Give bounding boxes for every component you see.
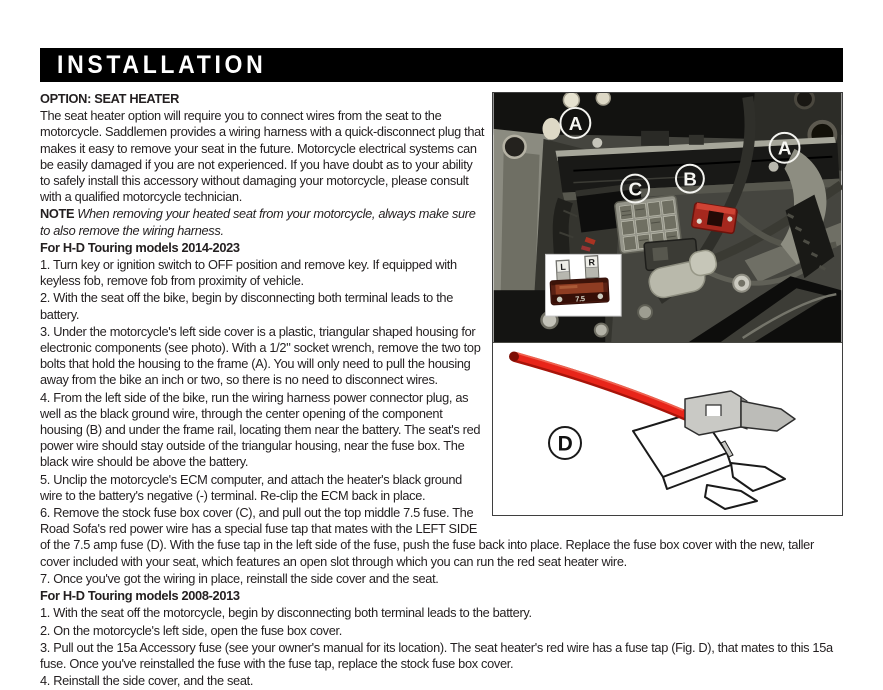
fuse-left-blade-label: L bbox=[560, 261, 566, 272]
frame-bolt bbox=[596, 93, 610, 105]
installation-photo bbox=[493, 93, 842, 343]
fuse-amperage-label: 7.5 bbox=[575, 294, 585, 304]
step: 1. With the seat off the motorcycle, begin by disconnecting both terminal leads to the battery. bbox=[40, 605, 532, 621]
intro-paragraph: The seat heater option will require you to connect wires from the seat to the motorcycle. Saddlemen provides a wiring harness with a quick-disconnect plug that makes it easy to remove your seat in the future. Motorcycle electrical systems can be easily damaged if you are not experienced. If you have doubt as to your ability to safely install this accessory without damaging your motorcycle, please consult with a qualified motorcycle technician. bbox=[40, 108, 485, 205]
fuse-tap-diagram bbox=[493, 343, 842, 515]
section-2008-heading: For H-D Touring models 2008-2013 bbox=[40, 588, 240, 604]
svg-text:B: B bbox=[683, 169, 697, 191]
svg-text:A: A bbox=[777, 138, 792, 160]
step: 3. Under the motorcycle's left side cover is a plastic, triangular shaped housing for electronic components (see photo). With a 1/2" socket wrench, remove the two top bolts that hold the housing to the frame (A). You will only need to pull the housing away from the bike an inch or two, so there is no need to disconnect wires. bbox=[40, 323, 481, 388]
note-label: NOTE bbox=[40, 206, 75, 222]
page-title: INSTALLATION bbox=[57, 50, 267, 79]
fuse-right-blade-label: R bbox=[588, 257, 595, 268]
instructions-body bbox=[40, 91, 843, 689]
svg-text:D: D bbox=[557, 432, 573, 456]
fuse-inset bbox=[545, 254, 621, 316]
section-title-bar bbox=[40, 48, 843, 82]
step: 2. With the seat off the bike, begin by disconnecting both terminal leads to the battery. bbox=[40, 290, 453, 322]
frame-bolt bbox=[563, 93, 579, 108]
step: 4. From the left side of the bike, run the wiring harness power connector plug, as well as the black ground wire, through the center opening of the component housing (B) and under the frame rail, locating them near the battery. The seat's red power wire should stay outside of the triangular housing, near the fuse box. The black wire should be above the battery. bbox=[40, 389, 481, 470]
step: 1. Turn key or ignition switch to OFF position and remove key. If equipped with keyless fob, remove fob from proximity of vehicle. bbox=[40, 257, 457, 289]
option-heading: OPTION: SEAT HEATER bbox=[40, 91, 180, 106]
step: 6. Remove the stock fuse box cover (C), and pull out the top middle 7.5 fuse. The Road Sofa's red power wire has a special fuse tap that mates with the LEFT SIDE of the 7.5 amp fuse (D). With the fuse tap in the left side of the fuse, push the fuse back into place. Replace the fuse box cover with the new, taller cover included with your seat, which features an open slot through which you can run the red seat heater wire. bbox=[40, 505, 814, 569]
step: 3. Pull out the 15a Accessory fuse (see your owner's manual for its location). The seat heater's red wire has a fuse tap (Fig. D), that mates to this 15a fuse. Once you've reinstalled the fuse with the fuse tap, replace the stock fuse box cover. bbox=[40, 639, 833, 671]
section-2014-heading: For H-D Touring models 2014-2023 bbox=[40, 239, 240, 255]
note-text: When removing your heated seat from your motorcycle, always make sure to also remove the wiring harness. bbox=[40, 206, 476, 238]
step: 5. Unclip the motorcycle's ECM computer, and attach the heater's black ground wire to the battery's negative (-) terminal. Re-clip the ECM back in place. bbox=[40, 471, 462, 503]
step: 2. On the motorcycle's left side, open the fuse box cover. bbox=[40, 622, 342, 638]
svg-text:A: A bbox=[568, 113, 583, 135]
step: 7. Once you've got the wiring in place, reinstall the side cover and the seat. bbox=[40, 570, 439, 586]
svg-text:C: C bbox=[628, 179, 642, 201]
step: 4. Reinstall the side cover, and the seat. bbox=[40, 673, 254, 689]
figure-panel bbox=[492, 92, 843, 516]
